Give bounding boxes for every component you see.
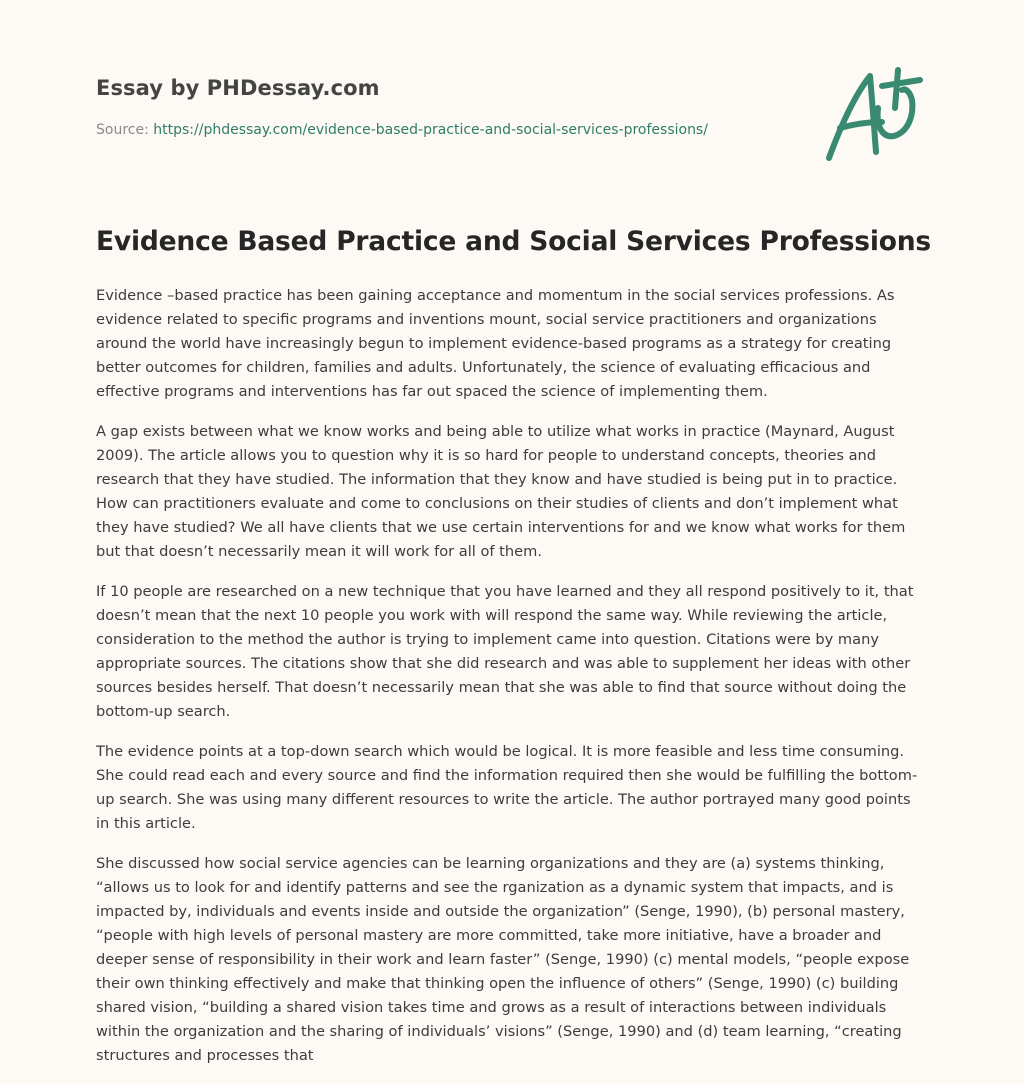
article-body	[96, 284, 928, 1084]
paragraph: Evidence –based practice has been gaining acceptance and momentum in the social services professions. As evidence related to specific programs and inventions mount, social service practitioners and organizations around the world have increasingly begun to implement evidence-based programs as a strategy for creating better outcomes for children, families and adults. Unfortunately, the science of evaluating efficacious and effective programs and interventions has far out spaced the science of implementing them.	[96, 287, 895, 400]
source-line	[96, 122, 796, 138]
source-label: Source:	[96, 122, 154, 138]
paragraph: A gap exists between what we know works and being able to utilize what works in practice (Maynard, August 2009). The article allows you to question why it is so hard for people to understand concepts, theories and research that they have studied. The information that they know and have studied is being put in to practice. How can practitioners evaluate and come to conclusions on their studies of clients and don’t implement what they have studied? We all have clients that we use certain interventions for and we know what works for them but that doesn’t necessarily mean it will work for all of them.	[96, 423, 906, 560]
paragraph: The evidence points at a top-down search which would be logical. It is more feasible and less time consuming. She could read each and every source and find the information required then she would be fulfilling the bottom-up search. She was using many different resources to write the article. The author portrayed many good points in this article.	[96, 743, 918, 832]
page-header	[96, 76, 796, 138]
a-plus-icon	[820, 66, 930, 166]
paragraph: If 10 people are researched on a new technique that you have learned and they all respond positively to it, that doesn’t mean that the next 10 people you work with will respond the same way. While reviewing the article, consideration to the method the author is trying to implement came into question. Citations were by many appropriate sources. The citations show that she did research and was able to supplement her ideas with other sources besides herself. That doesn’t necessarily mean that she was able to find that source without doing the bottom-up search.	[96, 583, 914, 720]
paragraph: She discussed how social service agencies can be learning organizations and they are (a) systems thinking, “allows us to look for and identify patterns and see the rganization as a dynamic system that impacts, and is impacted by, individuals and events inside and outside the organization” (Senge, 1990), (b) personal mastery, “people with high levels of personal mastery are more committed, take more initiative, have a broader and deeper sense of responsibility in their work and learn faster” (Senge, 1990) (c) mental models, “people expose their own thinking effectively and make that thinking open the influence of others” (Senge, 1990) (c) building shared vision, “building a shared vision takes time and grows as a result of interactions between individuals within the organization and the sharing of individuals’ visions” (Senge, 1990) and (d) team learning, “creating structures and processes that	[96, 855, 910, 1064]
article-title: Evidence Based Practice and Social Services Professions	[96, 226, 931, 257]
site-brand: Essay by PHDessay.com	[96, 76, 380, 100]
source-link[interactable]: https://phdessay.com/evidence-based-practice-and-social-services-professions/	[153, 122, 708, 138]
